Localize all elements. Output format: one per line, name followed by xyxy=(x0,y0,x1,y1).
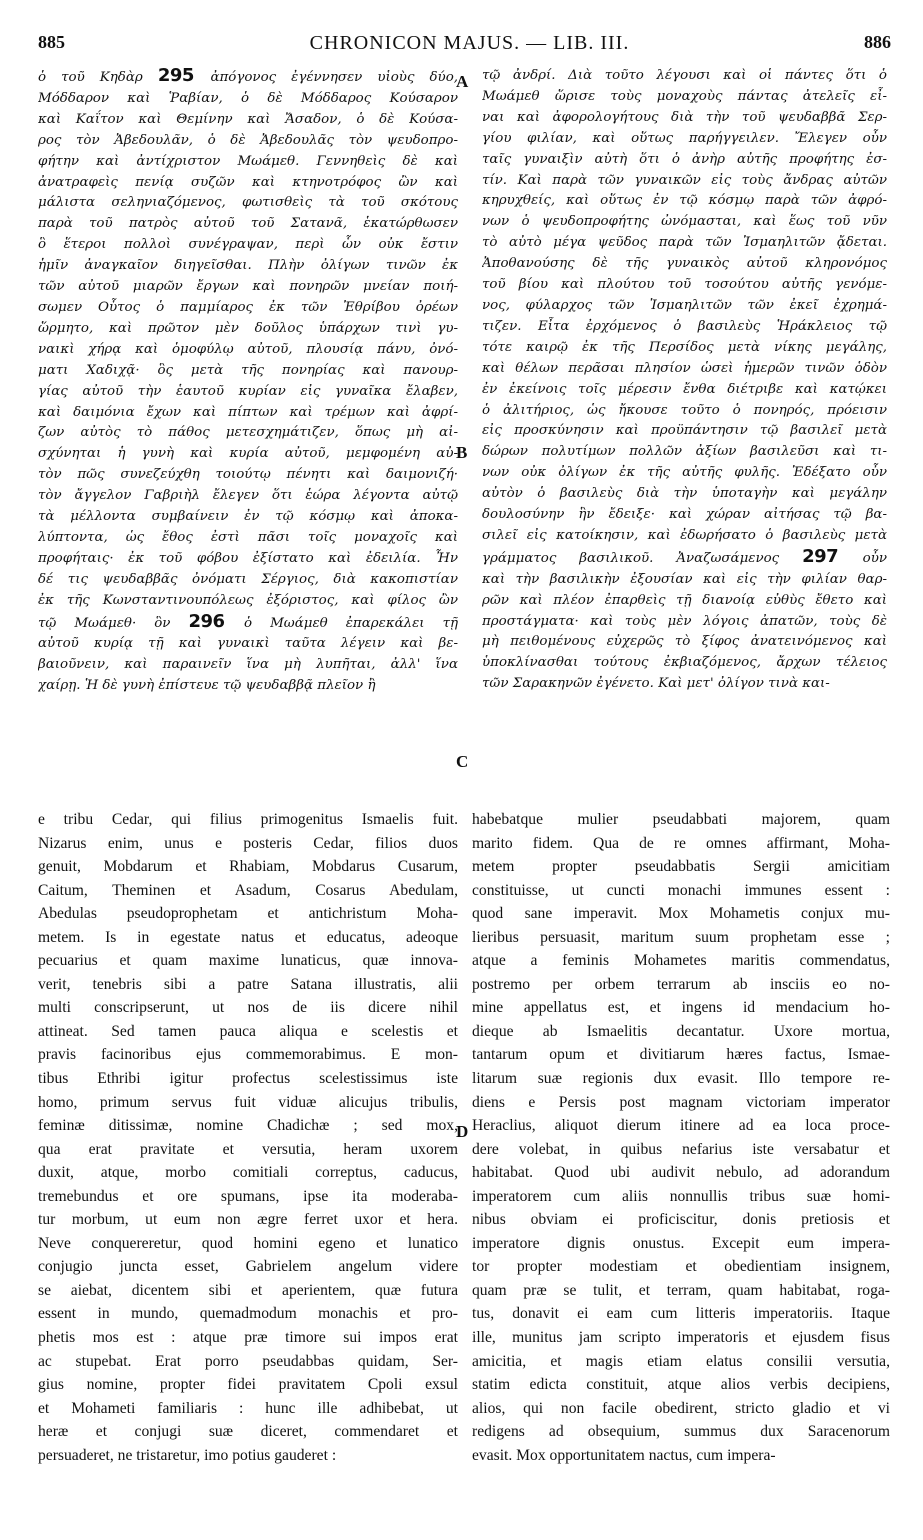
text-line: φήτην καὶ ἀντίχριστον Μωάμεθ. Γεννηθεὶς δὲ καὶ xyxy=(38,153,458,169)
text-line: ναικὶ χήρᾳ καὶ ὁμοφύλῳ αὐτοῦ, πλουσίᾳ πάνυ, ὀνό- xyxy=(38,341,458,357)
text-line: Μόδδαρον καὶ Ῥαβίαν, ὁ δὲ Μόδδαρος Κούσαρον xyxy=(38,90,458,106)
text-line: tantarum opum et divitiarum hæres factus, Ismae- xyxy=(472,1046,890,1064)
text-line: nibus obviam ei proficiscitur, donis pretiosis et xyxy=(472,1211,890,1229)
page-number-right: 886 xyxy=(864,32,891,52)
running-title: CHRONICON MAJUS. — LIB. III. xyxy=(309,32,630,54)
text-line: duxit, atque, morbo comitiali correptus, caducus, xyxy=(38,1164,458,1182)
text-line: metem. Is in egestate natus et educatus, adeoque xyxy=(38,928,458,946)
text-line: καὶ δαιμόνια ἔχων καὶ πίπτων καὶ τρέμων καὶ ἀφρί- xyxy=(38,404,458,420)
text-line: diens e Persis post magnam victoriam imperator xyxy=(472,1093,890,1111)
greek-column-left xyxy=(38,66,458,697)
text-line: δουλοσύνην ἣν ἔδειξε· καὶ χώραν αἰτήσας τῷ βα- xyxy=(482,507,887,523)
text-line: Μωάμεθ ὥρισε τοὺς μοναχοὺς πάντας ἀτελεῖς εἶ- xyxy=(482,88,887,104)
text-line: Caitum, Theminen et Asadum, Cosarus Abedulam, xyxy=(38,881,458,899)
text-line: genuit, Mobdarum et Rhabiam, Mobdarus Cusarum, xyxy=(38,858,458,876)
text-line: Heraclius, aliquot dierum itinere ad ea loca proce- xyxy=(472,1117,890,1135)
text-line: αὐτὸν ὁ βασιλεὺς διὰ τὴν ὑποταγὴν καὶ μεγάλην xyxy=(482,486,887,502)
text-line: metem propter pseudabbatis Sergii amicitiam xyxy=(472,858,890,876)
text-line: ρῶν καὶ πλέον ἐπαρθεὶς τῇ διανοίᾳ εὐθὺς ἔθετο καὶ xyxy=(482,592,887,608)
greek-column-right xyxy=(482,66,887,695)
text-line: Ἀποθανούσης δὲ τῆς γυναικὸς αὐτοῦ κληρονόμος xyxy=(482,256,887,272)
text-line: ὁ ἀλιτήριος, ὡς ἤκουσε τοῦτο ὁ πονηρός, πρόεισιν xyxy=(482,402,887,418)
text-line: μὴ πειθομένους εὐχερῶς τὸ ξίφος ἀνατεινόμενος καὶ xyxy=(482,634,887,650)
text-line: γίας αὐτοῦ τὴν ἑαυτοῦ κυρίαν εἰς γυναῖκα ἔλαβεν, xyxy=(38,383,458,399)
text-line: τοῦ βίου καὶ πλούτου τοῦ τοσούτου αὐτῆς γενόμε- xyxy=(482,277,887,293)
text-line: Neve conquereretur, quod homini egeno et lunatico xyxy=(38,1234,458,1252)
text-line: βαιοῦνειν, καὶ παραινεῖν ἵνα μὴ λυπῆται, ἀλλ' ἵνα xyxy=(38,657,458,673)
text-line: dere volebat, in quibus nefarius iste versabatur et xyxy=(472,1140,890,1158)
text-line: litarum suæ regionis dux evasit. Illo tempore re- xyxy=(472,1070,890,1088)
text-line: imperatore dignis onustus. Excepit eum impera- xyxy=(472,1234,890,1252)
text-line: dieque ab Ismaelitis decantatur. Uxore mortua, xyxy=(472,1022,890,1040)
text-line: τιζεν. Εἶτα ἐρχόμενος ὁ βασιλεὺς Ἡράκλειος τῷ xyxy=(482,318,887,334)
text-line: ζων αὐτὸς τὸ πάθος μετεσχημάτιζεν, ὅπως μὴ αἰ- xyxy=(38,425,458,441)
text-line: qua erat pravitate et versutia, heram uxorem xyxy=(38,1140,458,1158)
text-line: προστάγματα· καὶ τοὺς μὲν λόγοις ἀπατῶν, τοὺς δὲ xyxy=(482,613,887,629)
text-line: παρὰ τοῦ πατρὸς αὐτοῦ τοῦ Σατανᾶ, ἑκατώρθωσεν xyxy=(38,216,458,232)
text-line: μάλιστα σεληνιαζόμενος, φωτισθεὶς τὰ τοῦ σκότους xyxy=(38,195,458,211)
text-line: ναι καὶ ἀφορολογήτους διὰ τὴν τοῦ ψευδαββᾶ Σερ- xyxy=(482,109,887,125)
marginal-number: 296 xyxy=(188,611,245,632)
running-header xyxy=(38,30,901,60)
text-line: ὃ ἕτεροι πολλοὶ συνέγραψαν, περὶ ὧν οὐκ ἔστιν xyxy=(38,237,458,253)
text-line: δώρων πολυτίμων πολλῶν ἀξίων βασιλεῦσι καὶ τι- xyxy=(482,444,887,460)
text-line: evasit. Mox opportunitatem nactus, cum impera- xyxy=(472,1446,776,1464)
text-line: phetis mos est : atque præ timore sui impos erat xyxy=(38,1329,458,1347)
text-line: essent in mundo, quemadmodum monachis et pro- xyxy=(38,1305,458,1323)
text-line: καὶ θέλων περᾶσαι πλησίον ὡσεὶ ἡμερῶν τινῶν ὁδὸν xyxy=(482,360,887,376)
text-line: redigens ad obsequium, summus dux Saracenorum xyxy=(472,1423,890,1441)
text-line: multi conscripserunt, ut nos de iis dicere nihil xyxy=(38,999,458,1017)
text-line: statim edicta constituit, atque alios verbis decipiens, xyxy=(472,1376,890,1394)
page-number-left: 885 xyxy=(38,32,65,52)
text-line: et Mohameti familiaris : hunc ille adhibebat, ut xyxy=(38,1399,458,1417)
marginal-number: 295 xyxy=(157,66,211,86)
text-line: ματι Χαδιχᾷ· ὃς μετὰ τῆς πονηρίας καὶ πανουρ- xyxy=(38,362,458,378)
text-line: τῷ ἀνδρί. Διὰ τοῦτο λέγουσι καὶ οἱ πάντες ὅτι ὁ xyxy=(482,68,887,83)
text-line: postremo per orbem terrarum ab insciis eo no- xyxy=(472,975,890,993)
text-line: τῶν Σαρακηνῶν ἐγένετο. Καὶ μετ' ὀλίγον τινὰ και- xyxy=(482,676,830,692)
text-line: τῷ Μωάμεθ· ὃν 296 ὁ Μωάμεθ ἐπαρεκάλει τῇ xyxy=(38,611,458,632)
text-line: alios, qui non facile obedirent, stricto gladio et vi xyxy=(472,1399,890,1417)
text-line: σωμεν Οὗτος ὁ παμμίαρος ἐκ τῶν Ἐθρίβου ὀρέων xyxy=(38,299,458,315)
text-line: quam præ se tulit, et terram, quam habitabat, roga- xyxy=(472,1281,890,1299)
text-line: ἡμῖν ἀναγκαῖον διηγεῖσθαι. Πλὴν ὀλίγων τινῶν ἐκ xyxy=(38,258,458,274)
text-line: Abedulas pseudoprophetam et antichristum Moha- xyxy=(38,905,458,923)
margin-letter-b: B xyxy=(456,443,468,462)
text-line: habebatque mulier pseudabbati majorem, quam xyxy=(472,811,890,828)
text-line: χαίρῃ. Ἡ δὲ γυνὴ ἐπίστευε τῷ ψευδαββᾷ πλεῖον ἢ xyxy=(38,678,376,694)
text-line: τὸν πῶς συνεζεύχθη τοιούτῳ πένητι καὶ δαιμονιζή· xyxy=(38,467,458,483)
text-line: προφήταις· ἐκ τοῦ φόβου ἐξίστατο καὶ ἐδειλία. Ἦν xyxy=(38,550,458,566)
text-line: νων οὐκ ὀλίγων ἐκ τῆς αὐτῆς φυλῆς. Ἐδέξατο οὖν xyxy=(482,465,887,481)
margin-letter-d: D xyxy=(456,1122,469,1141)
text-line: tremebundus et ore spumans, ipse ita moderaba- xyxy=(38,1187,458,1205)
text-line: marito fidem. Qua de re omnes affirmant, Moha- xyxy=(472,834,890,852)
text-line: ἐν ἐκείνοις τοῖς μέρεσιν ἔνθα διέτριβε καὶ κατῴκει xyxy=(482,381,887,397)
text-line: verit, tenebris sibi a patre Satana illustratis, alii xyxy=(38,975,458,993)
text-line: e tribu Cedar, qui filius primogenitus Ismaelis fuit. xyxy=(38,811,458,828)
text-line: quod sane imperavit. Mox Mohametis conjux mu- xyxy=(472,905,890,923)
text-line: homo, primum servus fuit viduæ alicujus tribulis, xyxy=(38,1093,458,1111)
text-line: attineat. Sed tamen pauca aliqua e scelestis et xyxy=(38,1022,458,1040)
text-line: ὑποκλίνασθαι τούτους ἐκβιαζόμενος, ἄρχων τέλειος xyxy=(482,655,887,671)
marginal-number: 297 xyxy=(802,546,863,567)
text-line: pecuarius et quam maxime lunaticus, quæ innova- xyxy=(38,952,458,970)
text-line: ρος τὸν Ἀβεδουλᾶν, ὁ δὲ Ἀβεδουλᾶς τὸν ψευδοπρο- xyxy=(38,132,458,148)
text-line: ac stupebat. Erat porro pseudabbas quidam, Ser- xyxy=(38,1352,458,1370)
margin-letter-a: A xyxy=(456,72,469,91)
text-line: τὰ μέλλοντα συμβαίνειν ἐν τῷ κόσμῳ καὶ ἀποκα- xyxy=(38,509,458,525)
text-line: γράμματος βασιλικοῦ. Ἀναζωσάμενος 297 οὖν xyxy=(482,546,887,567)
text-line: δέ τις ψευδαββᾶς ὀνόματι Σέργιος, διὰ κακοπιστίαν xyxy=(38,571,458,587)
margin-letter-c: C xyxy=(456,752,469,771)
text-line: τὸ αὐτὸ μέγα ψεῦδος παρὰ τῶν Ἰσμαηλιτῶν ᾄδεται. xyxy=(482,235,887,251)
text-line: ille, munitus jam scripto imperatoris et ejusdem fisus xyxy=(472,1329,890,1347)
text-line: se aiebat, dicentem sibi et aperientem, quæ futura xyxy=(38,1281,458,1299)
text-line: persuaderet, ne tristaretur, imo potius gauderet : xyxy=(38,1446,337,1464)
text-line: habitabat. Quod ubi audivit nebulo, ad adorandum xyxy=(472,1164,890,1182)
text-line: τίν. Καὶ παρὰ τῶν γυναικῶν εἰς τοὺς ἄνδρας αὐτῶν xyxy=(482,172,887,188)
text-line: νος, φύλαρχος τῶν Ἰσμαηλιτῶν τῶν ἐκεῖ ἐχρημά- xyxy=(482,297,887,313)
latin-column-left xyxy=(38,808,458,1467)
text-line: tibus Ethribi igitur profectus scelestissimus iste xyxy=(38,1070,458,1088)
text-line: σχύνηται ἡ γυνὴ καὶ κυρία αὐτοῦ, μεμφομένη αὐ- xyxy=(38,446,458,462)
text-line: ἀνατραφεὶς πενίᾳ συζῶν καὶ κτηνοτρόφος ὢν καὶ xyxy=(38,174,458,190)
text-line: tus, donavit ei eam cum litteris imperatoriis. Itaque xyxy=(472,1305,890,1323)
text-line: νων ὁ ψευδοπροφήτης ὠνόμασται, καὶ ἕως τοῦ νῦν xyxy=(482,214,887,230)
text-line: ὁ τοῦ Κηδὰρ 295 ἀπόγονος ἐγέννησεν υἱοὺς δύο, xyxy=(38,66,458,86)
text-line: pravis facinoribus ejus commemorabimus. E mon- xyxy=(38,1046,458,1064)
text-line: τὸν ἄγγελον Γαβριὴλ ἔλεγεν ὅτι ἑώρα λέγοντα αὐτῷ xyxy=(38,488,458,504)
text-line: γίου φιλίαν, καὶ οὕτως παρήγγειλεν. Ἔλεγεν οὖν xyxy=(482,130,887,146)
text-line: lieribus persuasit, maritum suum prophetam esse ; xyxy=(472,928,890,946)
text-line: amicitia, et magis etiam elatus consilii versutia, xyxy=(472,1352,890,1370)
text-line: conjugio juncta esset, Gabrielem angelum videre xyxy=(38,1258,458,1276)
text-line: εἰς προσκύνησιν καὶ προϋπάντησιν τῷ βασιλεῖ μετὰ xyxy=(482,423,887,439)
text-line: constituisse, ut cuncti monachi immunes essent : xyxy=(472,881,890,899)
text-line: καὶ τὴν βασιλικὴν ἐξουσίαν καὶ εἰς τὴν φιλίαν θαρ- xyxy=(482,571,887,587)
text-line: ἐκ τῆς Κωνσταντινουπόλεως ἐξόριστος, καὶ φίλος ὢν xyxy=(38,592,458,608)
text-line: heræ et conjugi suæ diceret, commendaret et xyxy=(38,1423,458,1441)
text-line: ταῖς γυναιξὶν αὐτὴ ὅτι ὁ ἀνὴρ αὐτῆς προφήτης ἐσ- xyxy=(482,151,887,167)
text-line: κηρυχθείς, καὶ οὕτως ἐν τῷ κόσμῳ παρὰ τῶν ἀφρό- xyxy=(482,193,887,209)
text-line: ὥρμητο, καὶ πρῶτον μὲν δοῦλος ὑπάρχων τινὶ γυ- xyxy=(38,320,458,336)
text-line: λύπτοντα, ὡς ἔθος ἐστὶ πᾶσι τοῖς μοναχοῖς καὶ xyxy=(38,529,458,545)
text-line: αὐτοῦ κυρίᾳ τῇ καὶ γυναικὶ ταῦτα λέγειν καὶ βε- xyxy=(38,636,458,652)
text-line: τότε καιρῷ ἐκ τῆς Περσίδος μετὰ νίκης μεγάλης, xyxy=(482,339,887,355)
latin-column-right xyxy=(472,808,890,1467)
text-line: atque a feminis Mohametes maritis commendatus, xyxy=(472,952,890,970)
text-line: σιλεῖ εἰς κατοίκησιν, καὶ ἐδωρήσατο ὁ βασιλεὺς μετὰ xyxy=(482,527,887,543)
text-line: tor propter modestiam et obedientiam insignem, xyxy=(472,1258,890,1276)
text-line: feminæ ditissimæ, nomine Chadichæ ; sed mox, xyxy=(38,1117,458,1135)
text-line: tur morbum, ut eum non ægre ferret uxor et hera. xyxy=(38,1211,458,1229)
text-line: καὶ Καΐτον καὶ Θεμίνην καὶ Ἄσαδον, ὁ δὲ Κούσα- xyxy=(38,111,458,127)
text-line: mine appellatus est, et ingens id mendacium ho- xyxy=(472,999,890,1017)
text-line: Nizarus enim, unus e posteris Cedar, filios duos xyxy=(38,834,458,852)
text-line: τῶν αὐτοῦ μιαρῶν ἔργων καὶ πονηρῶν μνείαν ποιή- xyxy=(38,279,458,295)
text-line: imperatorem cum aliis nonnullis tribus suæ homi- xyxy=(472,1187,890,1205)
text-line: gius nomine, propter fidei pravitatem Cpoli exsul xyxy=(38,1376,458,1394)
